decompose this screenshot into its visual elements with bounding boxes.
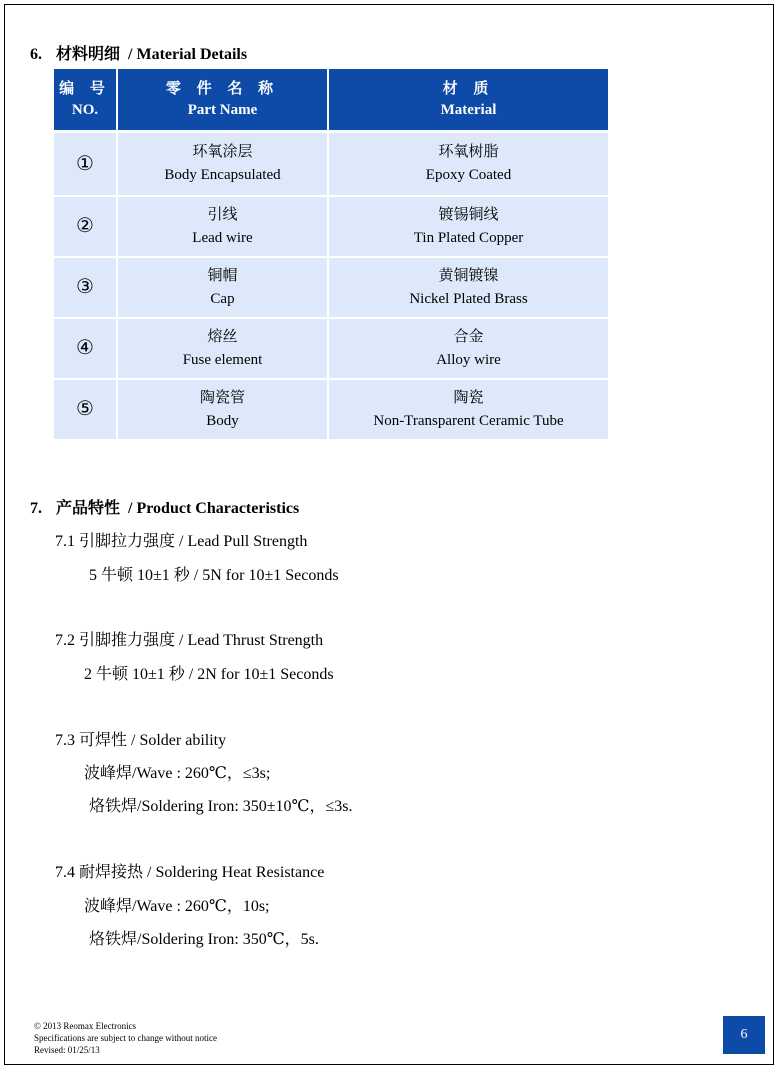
page-number-badge — [723, 1016, 765, 1054]
solder-ability-wave: 波峰焊/Wave : 260℃，≤3s; — [84, 765, 271, 782]
part-name-zh: 环氧涂层 — [192, 144, 253, 160]
header-part-name — [118, 69, 329, 130]
material-zh: 环氧树脂 — [438, 144, 499, 160]
part-name-zh: 铜帽 — [207, 267, 238, 284]
part-name-cell — [118, 256, 329, 317]
material-zh: 黄铜镀镍 — [438, 267, 499, 284]
material-details-table — [54, 69, 608, 439]
part-name-en: Lead wire — [192, 229, 253, 246]
section-6-title-zh: 材料明细 — [56, 46, 121, 63]
section-7-title-en: / Product Characteristics — [128, 500, 300, 517]
lead-pull-strength-value: 5 牛顿 10±1 秒 / 5N for 10±1 Seconds — [89, 567, 339, 584]
section-7-title — [30, 495, 305, 518]
header-no — [54, 69, 118, 130]
material-cell — [329, 130, 608, 195]
header-material-zh: 材 质 — [442, 80, 495, 97]
row-number: ③ — [54, 256, 118, 317]
material-cell — [329, 378, 608, 439]
soldering-heat-resistance-iron: 烙铁焊/Soldering Iron: 350℃，5s. — [89, 931, 319, 948]
row-number: ② — [54, 195, 118, 256]
solder-ability-heading: 7.3 可焊性 / Solder ability — [55, 732, 227, 749]
row-number: ⑤ — [54, 378, 118, 439]
header-material — [329, 69, 608, 130]
material-en: Epoxy Coated — [425, 167, 512, 183]
footer-copyright: © 2013 Reomax Electronics — [34, 1021, 137, 1031]
table-row — [54, 256, 608, 317]
table-row — [54, 378, 608, 439]
page-number: 6 — [740, 1027, 748, 1042]
header-part-name-zh: 零 件 名 称 — [165, 80, 280, 97]
material-en: Non-Transparent Ceramic Tube — [373, 412, 564, 429]
solder-ability-iron: 烙铁焊/Soldering Iron: 350±10℃，≤3s. — [89, 798, 353, 815]
soldering-heat-resistance-wave: 波峰焊/Wave : 260℃，10s; — [84, 898, 270, 915]
table-row — [54, 317, 608, 378]
part-name-zh: 陶瓷管 — [199, 389, 245, 406]
header-no-zh: 编 号 — [59, 80, 111, 97]
material-zh: 陶瓷 — [453, 389, 484, 406]
row-number: ① — [54, 130, 118, 195]
table-row — [54, 195, 608, 256]
footer — [34, 1020, 217, 1056]
section-6-number: 6. — [30, 46, 42, 63]
part-name-zh: 引线 — [207, 206, 238, 223]
part-name-cell — [118, 195, 329, 256]
lead-thrust-strength-heading: 7.2 引脚推力强度 / Lead Thrust Strength — [55, 632, 324, 649]
material-cell — [329, 256, 608, 317]
header-no-en: NO. — [71, 101, 99, 118]
material-cell — [329, 195, 608, 256]
material-en: Alloy wire — [436, 351, 501, 368]
section-7-number: 7. — [30, 500, 42, 517]
part-name-en: Body Encapsulated — [164, 167, 281, 183]
table-row — [54, 130, 608, 195]
footer-notice: Specifications are subject to change without notice — [34, 1033, 217, 1043]
part-name-zh: 熔丝 — [207, 328, 238, 345]
section-7-title-zh: 产品特性 — [56, 500, 121, 517]
material-zh: 镀锡铜线 — [438, 206, 499, 223]
part-name-en: Cap — [210, 290, 235, 307]
soldering-heat-resistance-heading: 7.4 耐焊接热 / Soldering Heat Resistance — [55, 864, 325, 881]
table-header-row — [54, 69, 608, 130]
material-en: Nickel Plated Brass — [409, 290, 528, 307]
header-material-en: Material — [440, 101, 497, 118]
part-name-cell — [118, 130, 329, 195]
part-name-cell — [118, 378, 329, 439]
material-zh: 合金 — [453, 328, 484, 345]
header-part-name-en: Part Name — [187, 101, 258, 118]
lead-thrust-strength-value: 2 牛顿 10±1 秒 / 2N for 10±1 Seconds — [84, 666, 334, 683]
lead-pull-strength-heading: 7.1 引脚拉力强度 / Lead Pull Strength — [55, 533, 308, 550]
part-name-en: Fuse element — [182, 351, 263, 368]
part-name-en: Body — [206, 412, 239, 429]
section-6-title-en: / Material Details — [128, 46, 248, 63]
material-cell — [329, 317, 608, 378]
material-en: Tin Plated Copper — [413, 229, 524, 246]
section-6-title — [30, 41, 253, 64]
row-number: ④ — [54, 317, 118, 378]
footer-revised: Revised: 01/25/13 — [34, 1045, 100, 1055]
part-name-cell — [118, 317, 329, 378]
